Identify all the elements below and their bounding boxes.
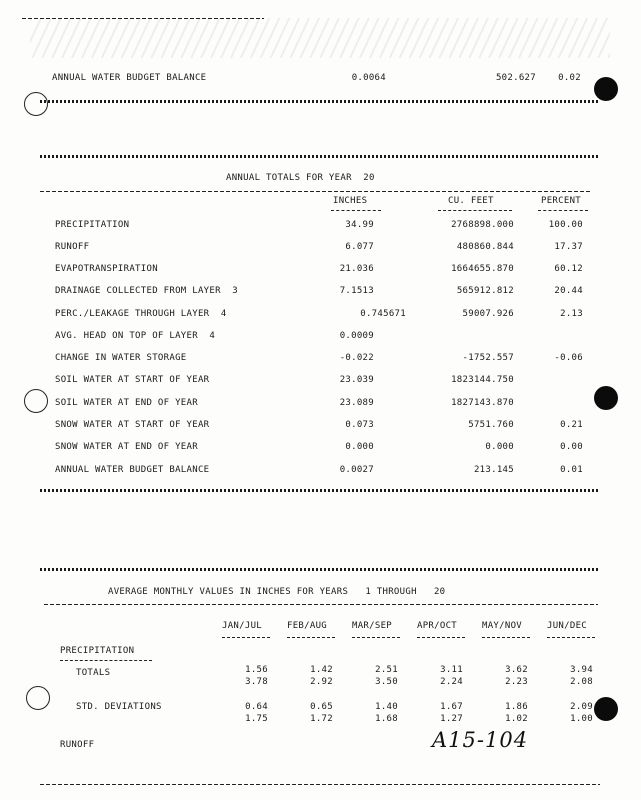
annual-row-inches: 0.073 [345,420,374,430]
annual-row-label: SOIL WATER AT START OF YEAR [55,375,210,385]
totals-value: 3.94 [570,665,593,675]
std-value: 1.40 [375,702,398,712]
top-balance-cu-feet: 502.627 [495,73,536,83]
annual-row-label: SNOW WATER AT END OF YEAR [55,442,198,452]
annual-row-label: PERC./LEAKAGE THROUGH LAYER 4 [55,309,227,319]
col-header-percent: PERCENT [541,196,582,206]
annual-row-inches: 0.000 [345,442,374,452]
annual-row-label: CHANGE IN WATER STORAGE [55,353,187,363]
annual-row-inches: 0.0009 [339,331,374,341]
annual-row-label: EVAPOTRANSPIRATION [55,264,158,274]
totals-value: 1.56 [245,665,268,675]
annual-row-cu-feet: -1752.557 [462,353,514,363]
std-value: 1.67 [440,702,463,712]
annual-row-percent: 60.12 [554,264,583,274]
month-header: MAY/NOV [482,621,523,631]
top-balance-percent: 0.02 [558,73,581,83]
col-header-cu-feet: CU. FEET [448,196,494,206]
month-header: APR/OCT [417,621,458,631]
annual-row-percent: 100.00 [548,220,583,230]
month-header: JAN/JUL [222,621,263,631]
totals-value: 3.50 [375,677,398,687]
binder-hole-middle [594,386,618,410]
top-balance-label: ANNUAL WATER BUDGET BALANCE [52,73,207,83]
annual-row-cu-feet: 59007.926 [462,309,514,319]
col-header-inches: INCHES [333,196,368,206]
dashed-rule [44,604,598,605]
annual-row-percent: 0.01 [560,465,583,475]
header-underline [538,210,588,212]
std-deviations-label: STD. DEVIATIONS [76,702,162,712]
binder-hole-outline-top [24,92,48,116]
totals-value: 2.23 [505,677,528,687]
header-underline [331,210,381,212]
annual-row-inches: -0.022 [339,353,374,363]
header-underline [287,637,335,639]
std-value: 1.75 [245,714,268,724]
annual-row-inches: 6.077 [345,242,374,252]
std-value: 1.00 [570,714,593,724]
header-underline [547,637,595,639]
annual-row-label: ANNUAL WATER BUDGET BALANCE [55,465,210,475]
section-underline [60,660,152,662]
annual-row-label: PRECIPITATION [55,220,130,230]
binder-hole-top [594,77,618,101]
top-scan-line [22,18,264,19]
binder-hole-bottom [594,697,618,721]
annual-row-cu-feet: 565912.812 [456,286,514,296]
totals-value: 2.92 [310,677,333,687]
star-divider [40,100,598,103]
std-value: 1.86 [505,702,528,712]
runoff-label: RUNOFF [60,740,95,750]
handwritten-note: A15-104 [432,728,529,752]
totals-value: 3.62 [505,665,528,675]
annual-row-inches: 0.745671 [360,309,406,319]
annual-row-percent: 17.37 [554,242,583,252]
annual-row-inches: 23.039 [339,375,374,385]
header-underline [417,637,465,639]
std-value: 1.68 [375,714,398,724]
annual-row-cu-feet: 1827143.870 [451,398,514,408]
annual-row-percent: 0.00 [560,442,583,452]
annual-row-percent: 20.44 [554,286,583,296]
star-divider [40,568,598,571]
annual-row-percent: -0.06 [554,353,583,363]
totals-value: 2.51 [375,665,398,675]
totals-value: 2.24 [440,677,463,687]
annual-row-inches: 7.1513 [339,286,374,296]
section-label-precipitation: PRECIPITATION [60,646,135,656]
annual-row-inches: 0.0027 [339,465,374,475]
header-underline [438,210,512,212]
binder-hole-outline-middle [24,389,48,413]
dashed-rule [40,191,592,192]
annual-row-label: SNOW WATER AT START OF YEAR [55,420,210,430]
annual-row-label: AVG. HEAD ON TOP OF LAYER 4 [55,331,216,341]
totals-label: TOTALS [76,668,111,678]
month-header: FEB/AUG [287,621,328,631]
totals-value: 1.42 [310,665,333,675]
std-value: 2.09 [570,702,593,712]
star-divider [40,155,598,158]
annual-row-inches: 23.089 [339,398,374,408]
header-underline [352,637,400,639]
annual-row-cu-feet: 1823144.750 [451,375,514,385]
monthly-title: AVERAGE MONTHLY VALUES IN INCHES FOR YEARS 1 THROUGH 20 [108,587,446,597]
annual-row-cu-feet: 1664655.870 [451,264,514,274]
totals-value: 3.11 [440,665,463,675]
std-value: 1.27 [440,714,463,724]
scan-noise [30,18,610,58]
bottom-scan-line [40,784,600,785]
annual-row-inches: 21.036 [339,264,374,274]
binder-hole-outline-bottom [26,686,50,710]
star-divider [40,489,598,492]
header-underline [222,637,270,639]
top-balance-inches: 0.0064 [351,73,386,83]
annual-row-percent: 0.21 [560,420,583,430]
annual-row-cu-feet: 213.145 [473,465,514,475]
month-header: MAR/SEP [352,621,393,631]
annual-row-percent: 2.13 [560,309,583,319]
totals-value: 2.08 [570,677,593,687]
std-value: 1.72 [310,714,333,724]
annual-row-cu-feet: 2768898.000 [451,220,514,230]
month-header: JUN/DEC [547,621,588,631]
std-value: 0.64 [245,702,268,712]
header-underline [482,637,530,639]
totals-value: 3.78 [245,677,268,687]
annual-totals-title: ANNUAL TOTALS FOR YEAR 20 [226,173,375,183]
annual-row-label: DRAINAGE COLLECTED FROM LAYER 3 [55,286,238,296]
std-value: 1.02 [505,714,528,724]
annual-row-cu-feet: 5751.760 [468,420,514,430]
annual-row-label: RUNOFF [55,242,90,252]
annual-row-inches: 34.99 [345,220,374,230]
std-value: 0.65 [310,702,333,712]
annual-row-cu-feet: 480860.844 [456,242,514,252]
annual-row-cu-feet: 0.000 [485,442,514,452]
annual-row-label: SOIL WATER AT END OF YEAR [55,398,198,408]
